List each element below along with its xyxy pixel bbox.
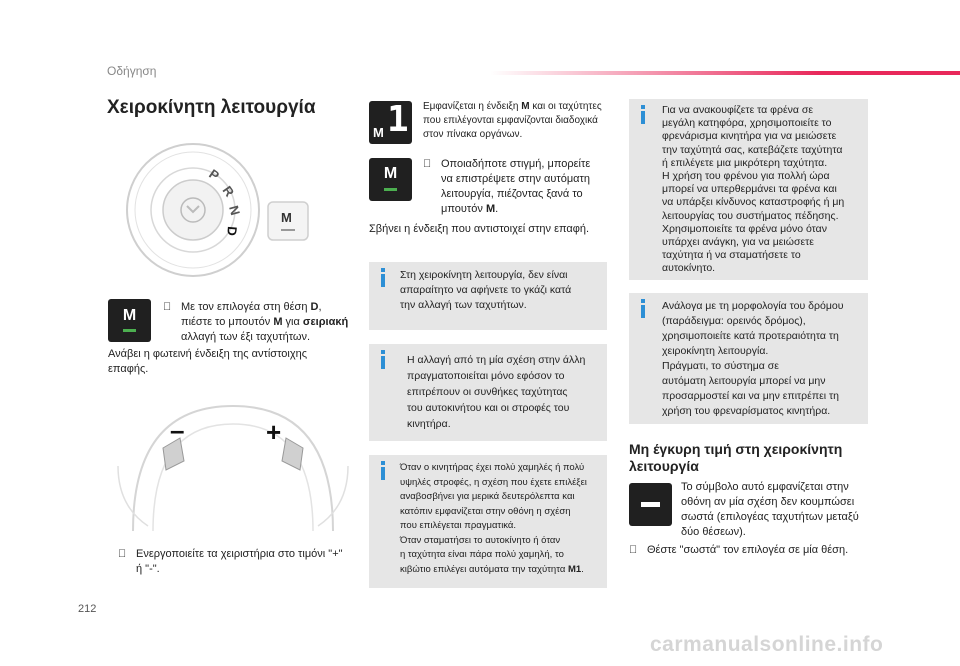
- info-icon: [639, 299, 647, 319]
- info-icon: [379, 461, 387, 481]
- header-accent-bar: [490, 71, 960, 75]
- section-header: Οδήγηση: [107, 64, 157, 78]
- shifter-letter-n: N: [226, 203, 244, 217]
- info-icon: [379, 350, 387, 370]
- m-mode-icon-2: M: [369, 158, 412, 201]
- info-box-gear-change: Η αλλαγή από τη μία σχέση στην άλλη πραγματοποιείται μόνο εφόσον το επιτρέπουν οι συνθήκες ταχύτητας του αυτοκινήτου και οι στροφές του κινητήρα.: [369, 344, 607, 441]
- note-light-on: Ανάβει η φωτεινή ένδειξη της αντίστοιχης επαφής.: [108, 348, 308, 375]
- shifter-letter-d: D: [224, 225, 240, 237]
- shifter-letter-p: P: [206, 166, 222, 184]
- invalid-gear-text: Το σύμβολο αυτό εμφανίζεται στην οθόνη αν μία σχέση δεν κουμπώσει σωστά (επιλογέας ταχυτήτων μεταξύ δύο θέσεων).: [681, 481, 859, 538]
- steering-wheel-illustration: [108, 386, 358, 531]
- m-mode-icon: M: [108, 299, 151, 342]
- note-light-off: Σβήνει η ένδειξη που αντιστοιχεί στην επαφή.: [369, 223, 590, 235]
- step-1-text: Με τον επιλογέα στη θέση D, πιέστε το μπουτόν M για σειριακή αλλαγή των έξι ταχυτήτων.: [181, 301, 349, 343]
- wheel-minus-label: –: [170, 415, 185, 445]
- shifter-letter-r: R: [219, 183, 238, 200]
- info-box-engine-speed: Όταν ο κινητήρας έχει πολύ χαμηλές ή πολύ υψηλές στροφές, η σχέση που έχετε επιλέξει αναβοσβήνει για μερικά δευτερόλεπτα και κατόπιν εμφανίζεται στην οθόνη η σχέση που επιλέγεται πραγματικά. Όταν σταματήσει το αυτοκίνητο ή όταν η ταχύτητα είναι πάρα πολύ χαμηλή, το κιβώτιο επιλέγει αυτόματα την ταχύτητα M1.: [369, 455, 607, 588]
- info-icon: [639, 105, 647, 125]
- info-box-brakes: Για να ανακουφίζετε τα φρένα σε μεγάλη κατηφόρα, χρησιμοποιείτε το φρενάρισμα κινητήρα για να μειώσετε την ταχύτητά σας, κατεβάζετε ταχύτητα ή επιλέγετε μια μικρότερη ταχύτητα. Η χρήση του φρένου για πολλή ώρα μπορεί να υπερθερμάνει τα φρένα και να υπάρξει κίνδυνος καταστροφής ή μη λειτουργίας του συστήματος πέδησης. Χρησιμοποιείτε τα φρένα μόνο όταν υπάρχει ανάγκη, για να μειώσετε ταχύτητα ή να σταματήσετε το αυτοκίνητο.: [629, 99, 868, 280]
- info-box-accelerator: Στη χειροκίνητη λειτουργία, δεν είναι απαραίτητο να αφήνετε το γκάζι κατά την αλλαγή των ταχυτήτων.: [369, 262, 607, 330]
- step-3-text: Οποιαδήποτε στιγμή, μπορείτε να επιστρέψετε στην αυτόματη λειτουργία, πιέζοντας ξανά το μπουτόν M.: [441, 158, 591, 215]
- m-button-label: M: [281, 210, 292, 225]
- m1-description: Εμφανίζεται η ένδειξη M και οι ταχύτητες που επιλέγονται εμφανίζονται διαδοχικά στον πίνακα οργάνων.: [423, 101, 602, 140]
- page-number: 212: [78, 603, 97, 615]
- step-2-text: Ενεργοποιείτε τα χειριστήρια στο τιμόνι "+" ή "-".: [136, 548, 343, 575]
- m1-display-icon: M 1: [369, 101, 412, 144]
- wheel-plus-label: +: [266, 417, 282, 447]
- info-icon: [379, 268, 387, 288]
- info-box-road-type: Ανάλογα με τη μορφολογία του δρόμου (παράδειγμα: ορεινός δρόμος), χρησιμοποιείτε κατά προτεραιότητα τη χειροκίνητη λειτουργία. Πράγματι, το σύστημα σε αυτόματη λειτουργία μπορεί να μην προσαρμοστεί και να μην επιτρέπει τη χρήση του φρεναρίσματος κινητήρα.: [629, 293, 868, 424]
- watermark: carmanualsonline.info: [650, 633, 884, 656]
- page-title: Χειροκίνητη λειτουργία: [107, 97, 316, 118]
- gear-shifter-illustration: [108, 138, 318, 288]
- invalid-gear-icon: [629, 483, 672, 526]
- step-4-text: Θέστε "σωστά" τον επιλογέα σε μία θέση.: [647, 544, 849, 556]
- invalid-value-subtitle: Μη έγκυρη τιμή στη χειροκίνητη λειτουργία: [629, 441, 843, 474]
